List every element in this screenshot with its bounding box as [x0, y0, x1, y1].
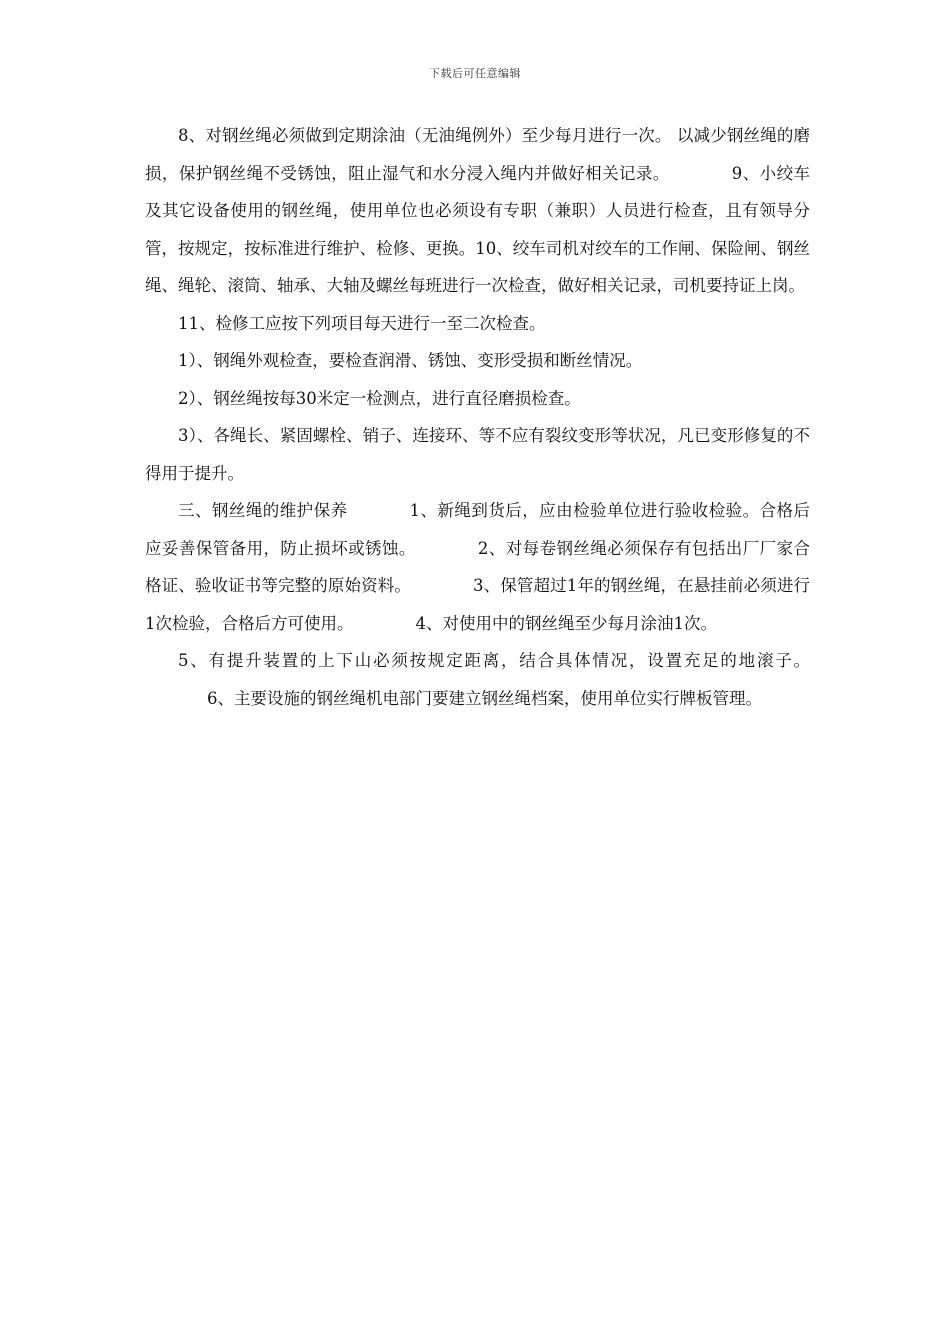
- text-archive: 6、主要设施的钢丝绳机电部门要建立钢丝绳档案，使用单位实行牌板管理。: [207, 688, 762, 708]
- text-storage: 3、保管超过1年的钢丝绳，在悬挂前必须进行1次检验，合格后方可使用。: [145, 576, 810, 633]
- text-in-use-oiling: 4、对使用中的钢丝绳至少每月涂油1次。: [415, 613, 717, 633]
- paragraph-maintenance-check: 11、检修工应按下列项目每天进行一至二次检查。: [178, 313, 546, 333]
- paragraph-item-3: 3）、各绳长、紧固螺栓、销子、连接环、等不应有裂纹变形等状况，凡已变形修复的不得用于提升。: [145, 426, 810, 483]
- text-documents: 2、对每卷钢丝绳必须保存有包括出厂厂家合格证、验收证书等完整的原始资料。: [145, 538, 811, 595]
- text-ground-rollers: 5、有提升装置的上下山必须按规定距离，结合具体情况，设置充足的地滚子。: [178, 651, 810, 670]
- paragraph-item-2: 2）、钢丝绳按每30米定一检测点，进行直径磨损检查。: [178, 388, 581, 408]
- text-new-rope: 1、新绳到货后，应由检验单位进行验收检验。合格后应妥善保管备用，防止损坏或锈蚀。: [145, 501, 810, 558]
- paragraph-wire-rope-oiling: [145, 117, 810, 305]
- paragraph-item-1: 1）、钢绳外观检查，要检查润滑、锈蚀、变形受损和断丝情况。: [178, 351, 643, 370]
- paragraph-section-three: [145, 492, 810, 642]
- section-heading: 三、钢丝绳的维护保养: [178, 501, 348, 520]
- document-body: [145, 117, 810, 717]
- page-header-note: 下载后可任意编辑: [429, 67, 521, 80]
- text-oiling: 8、对钢丝绳必须做到定期涂油（无油绳例外）至少每月进行一次。 以减少钢丝绳的磨损，保护钢丝绳不受锈蚀，阻止湿气和水分浸入绳内并做好相关记录。: [145, 126, 810, 183]
- text-winch-inspection: 9、小绞车及其它设备使用的钢丝绳，使用单位也必须设有专职（兼职）人员进行检查，且有领导分管，按规定，按标准进行维护、检修、更换。10、绞车司机对绞车的工作闸、保险闸、钢丝绳、绳轮、滚筒、轴承、大轴及螺丝每班进行一次检查，做好相关记录，司机要持证上岗。: [145, 163, 811, 295]
- paragraph-rollers-archive: [145, 642, 810, 717]
